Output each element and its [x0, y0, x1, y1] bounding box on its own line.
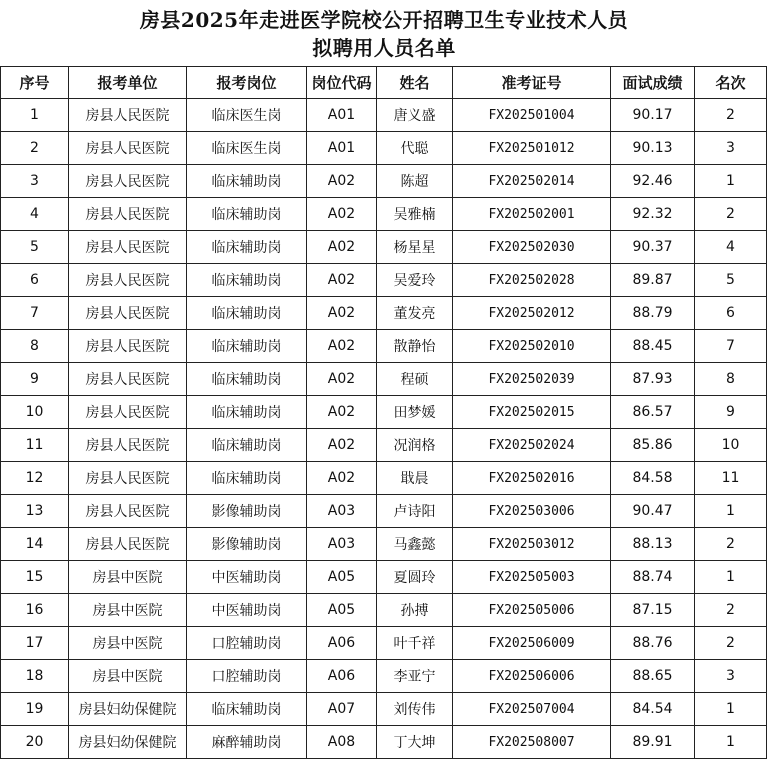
cell-position-code: A01 — [307, 132, 377, 165]
cell-unit: 房县中医院 — [69, 594, 187, 627]
cell-name: 夏圆玲 — [377, 561, 453, 594]
cell-rank: 4 — [695, 231, 767, 264]
header-position-code: 岗位代码 — [307, 67, 377, 99]
document-title — [0, 0, 768, 62]
cell-index: 2 — [1, 132, 69, 165]
header-position: 报考岗位 — [187, 67, 307, 99]
cell-rank: 1 — [695, 561, 767, 594]
cell-name: 丁大坤 — [377, 726, 453, 759]
cell-exam-id: FX202506006 — [453, 660, 611, 693]
cell-index: 18 — [1, 660, 69, 693]
cell-interview-score: 88.76 — [611, 627, 695, 660]
cell-exam-id: FX202503006 — [453, 495, 611, 528]
cell-rank: 1 — [695, 165, 767, 198]
cell-index: 1 — [1, 99, 69, 132]
cell-rank: 2 — [695, 627, 767, 660]
cell-rank: 8 — [695, 363, 767, 396]
cell-interview-score: 84.54 — [611, 693, 695, 726]
cell-position-code: A03 — [307, 495, 377, 528]
cell-exam-id: FX202501004 — [453, 99, 611, 132]
cell-interview-score: 89.87 — [611, 264, 695, 297]
cell-rank: 2 — [695, 198, 767, 231]
cell-name: 况润格 — [377, 429, 453, 462]
cell-unit: 房县人民医院 — [69, 429, 187, 462]
table-row — [1, 264, 767, 297]
title-line-1: 房县2025年走进医学院校公开招聘卫生专业技术人员 — [139, 8, 629, 32]
cell-rank: 11 — [695, 462, 767, 495]
cell-unit: 房县人民医院 — [69, 330, 187, 363]
cell-position: 临床辅助岗 — [187, 297, 307, 330]
cell-unit: 房县人民医院 — [69, 462, 187, 495]
cell-exam-id: FX202503012 — [453, 528, 611, 561]
cell-position: 影像辅助岗 — [187, 495, 307, 528]
cell-index: 3 — [1, 165, 69, 198]
cell-position: 影像辅助岗 — [187, 528, 307, 561]
table-row — [1, 165, 767, 198]
cell-name: 卢诗阳 — [377, 495, 453, 528]
cell-position: 临床辅助岗 — [187, 693, 307, 726]
table-row — [1, 231, 767, 264]
cell-exam-id: FX202506009 — [453, 627, 611, 660]
cell-index: 5 — [1, 231, 69, 264]
cell-unit: 房县中医院 — [69, 561, 187, 594]
cell-position: 中医辅助岗 — [187, 594, 307, 627]
cell-position-code: A02 — [307, 429, 377, 462]
cell-interview-score: 90.37 — [611, 231, 695, 264]
cell-unit: 房县人民医院 — [69, 165, 187, 198]
header-rank: 名次 — [695, 67, 767, 99]
cell-index: 7 — [1, 297, 69, 330]
table-row — [1, 132, 767, 165]
cell-unit: 房县中医院 — [69, 627, 187, 660]
cell-position: 临床辅助岗 — [187, 363, 307, 396]
cell-name: 唐义盛 — [377, 99, 453, 132]
cell-index: 13 — [1, 495, 69, 528]
cell-unit: 房县人民医院 — [69, 99, 187, 132]
cell-rank: 6 — [695, 297, 767, 330]
cell-position: 临床辅助岗 — [187, 231, 307, 264]
header-exam-id: 准考证号 — [453, 67, 611, 99]
cell-rank: 2 — [695, 99, 767, 132]
cell-unit: 房县人民医院 — [69, 264, 187, 297]
cell-exam-id: FX202507004 — [453, 693, 611, 726]
cell-index: 8 — [1, 330, 69, 363]
cell-index: 16 — [1, 594, 69, 627]
cell-interview-score: 88.79 — [611, 297, 695, 330]
cell-position-code: A01 — [307, 99, 377, 132]
cell-unit: 房县妇幼保健院 — [69, 726, 187, 759]
table-row — [1, 198, 767, 231]
cell-interview-score: 90.47 — [611, 495, 695, 528]
header-interview-score: 面试成绩 — [611, 67, 695, 99]
cell-unit: 房县人民医院 — [69, 528, 187, 561]
cell-position: 临床辅助岗 — [187, 165, 307, 198]
cell-name: 吴雅楠 — [377, 198, 453, 231]
cell-position: 临床辅助岗 — [187, 198, 307, 231]
cell-exam-id: FX202502016 — [453, 462, 611, 495]
cell-rank: 3 — [695, 660, 767, 693]
cell-exam-id: FX202502001 — [453, 198, 611, 231]
cell-name: 陈超 — [377, 165, 453, 198]
cell-unit: 房县妇幼保健院 — [69, 693, 187, 726]
cell-name: 刘传伟 — [377, 693, 453, 726]
cell-interview-score: 90.13 — [611, 132, 695, 165]
cell-exam-id: FX202502014 — [453, 165, 611, 198]
table-row — [1, 330, 767, 363]
table-row — [1, 495, 767, 528]
cell-rank: 10 — [695, 429, 767, 462]
header-name: 姓名 — [377, 67, 453, 99]
cell-exam-id: FX202502012 — [453, 297, 611, 330]
cell-position-code: A02 — [307, 264, 377, 297]
cell-position-code: A02 — [307, 165, 377, 198]
cell-position-code: A03 — [307, 528, 377, 561]
table-row — [1, 99, 767, 132]
cell-position-code: A06 — [307, 627, 377, 660]
cell-position-code: A02 — [307, 231, 377, 264]
table-row — [1, 594, 767, 627]
cell-interview-score: 88.45 — [611, 330, 695, 363]
cell-interview-score: 92.46 — [611, 165, 695, 198]
cell-exam-id: FX202505003 — [453, 561, 611, 594]
cell-position-code: A02 — [307, 363, 377, 396]
cell-index: 15 — [1, 561, 69, 594]
cell-rank: 5 — [695, 264, 767, 297]
cell-interview-score: 87.93 — [611, 363, 695, 396]
table-row — [1, 297, 767, 330]
cell-interview-score: 90.17 — [611, 99, 695, 132]
cell-position: 中医辅助岗 — [187, 561, 307, 594]
cell-index: 17 — [1, 627, 69, 660]
cell-position: 临床医生岗 — [187, 132, 307, 165]
cell-position-code: A05 — [307, 594, 377, 627]
cell-interview-score: 87.15 — [611, 594, 695, 627]
cell-rank: 1 — [695, 495, 767, 528]
cell-position-code: A07 — [307, 693, 377, 726]
cell-rank: 1 — [695, 693, 767, 726]
table-body — [1, 99, 767, 759]
cell-index: 10 — [1, 396, 69, 429]
cell-position-code: A05 — [307, 561, 377, 594]
header-index: 序号 — [1, 67, 69, 99]
cell-exam-id: FX202502015 — [453, 396, 611, 429]
cell-position: 麻醉辅助岗 — [187, 726, 307, 759]
table-row — [1, 528, 767, 561]
cell-name: 程硕 — [377, 363, 453, 396]
cell-rank: 3 — [695, 132, 767, 165]
cell-exam-id: FX202502028 — [453, 264, 611, 297]
cell-position-code: A06 — [307, 660, 377, 693]
cell-position: 临床辅助岗 — [187, 429, 307, 462]
cell-name: 孙搏 — [377, 594, 453, 627]
cell-unit: 房县人民医院 — [69, 198, 187, 231]
table-row — [1, 561, 767, 594]
cell-unit: 房县人民医院 — [69, 495, 187, 528]
cell-position: 临床辅助岗 — [187, 330, 307, 363]
cell-rank: 1 — [695, 726, 767, 759]
cell-position: 口腔辅助岗 — [187, 660, 307, 693]
cell-unit: 房县人民医院 — [69, 363, 187, 396]
cell-position-code: A02 — [307, 462, 377, 495]
cell-rank: 2 — [695, 594, 767, 627]
cell-name: 李亚宁 — [377, 660, 453, 693]
cell-interview-score: 88.13 — [611, 528, 695, 561]
cell-index: 19 — [1, 693, 69, 726]
cell-interview-score: 85.86 — [611, 429, 695, 462]
table-row — [1, 660, 767, 693]
cell-index: 4 — [1, 198, 69, 231]
cell-interview-score: 84.58 — [611, 462, 695, 495]
table-row — [1, 726, 767, 759]
cell-rank: 2 — [695, 528, 767, 561]
cell-exam-id: FX202508007 — [453, 726, 611, 759]
cell-index: 9 — [1, 363, 69, 396]
cell-position-code: A02 — [307, 396, 377, 429]
cell-unit: 房县人民医院 — [69, 396, 187, 429]
cell-interview-score: 92.32 — [611, 198, 695, 231]
cell-index: 14 — [1, 528, 69, 561]
cell-exam-id: FX202502010 — [453, 330, 611, 363]
cell-name: 吴爱玲 — [377, 264, 453, 297]
cell-interview-score: 88.65 — [611, 660, 695, 693]
cell-rank: 9 — [695, 396, 767, 429]
cell-index: 12 — [1, 462, 69, 495]
table-row — [1, 429, 767, 462]
cell-position-code: A08 — [307, 726, 377, 759]
cell-name: 马鑫懿 — [377, 528, 453, 561]
cell-index: 6 — [1, 264, 69, 297]
cell-unit: 房县人民医院 — [69, 297, 187, 330]
table-row — [1, 363, 767, 396]
cell-position: 口腔辅助岗 — [187, 627, 307, 660]
cell-position-code: A02 — [307, 198, 377, 231]
cell-name: 散静怡 — [377, 330, 453, 363]
cell-exam-id: FX202502030 — [453, 231, 611, 264]
cell-exam-id: FX202502039 — [453, 363, 611, 396]
cell-exam-id: FX202505006 — [453, 594, 611, 627]
cell-exam-id: FX202501012 — [453, 132, 611, 165]
cell-unit: 房县人民医院 — [69, 132, 187, 165]
cell-position: 临床医生岗 — [187, 99, 307, 132]
cell-name: 叶千祥 — [377, 627, 453, 660]
cell-position: 临床辅助岗 — [187, 462, 307, 495]
table-row — [1, 462, 767, 495]
cell-name: 董发亮 — [377, 297, 453, 330]
cell-unit: 房县中医院 — [69, 660, 187, 693]
cell-position: 临床辅助岗 — [187, 264, 307, 297]
header-unit: 报考单位 — [69, 67, 187, 99]
cell-position: 临床辅助岗 — [187, 396, 307, 429]
cell-unit: 房县人民医院 — [69, 231, 187, 264]
cell-exam-id: FX202502024 — [453, 429, 611, 462]
hiring-table — [0, 66, 767, 759]
cell-name: 戢晨 — [377, 462, 453, 495]
cell-name: 杨星星 — [377, 231, 453, 264]
table-row — [1, 693, 767, 726]
cell-index: 20 — [1, 726, 69, 759]
cell-interview-score: 86.57 — [611, 396, 695, 429]
cell-name: 田梦媛 — [377, 396, 453, 429]
cell-position-code: A02 — [307, 330, 377, 363]
table-row — [1, 627, 767, 660]
title-line-2: 拟聘用人员名单 — [312, 36, 456, 60]
table-header-row — [1, 67, 767, 99]
cell-index: 11 — [1, 429, 69, 462]
cell-name: 代聪 — [377, 132, 453, 165]
cell-interview-score: 89.91 — [611, 726, 695, 759]
cell-position-code: A02 — [307, 297, 377, 330]
table-row — [1, 396, 767, 429]
cell-interview-score: 88.74 — [611, 561, 695, 594]
cell-rank: 7 — [695, 330, 767, 363]
